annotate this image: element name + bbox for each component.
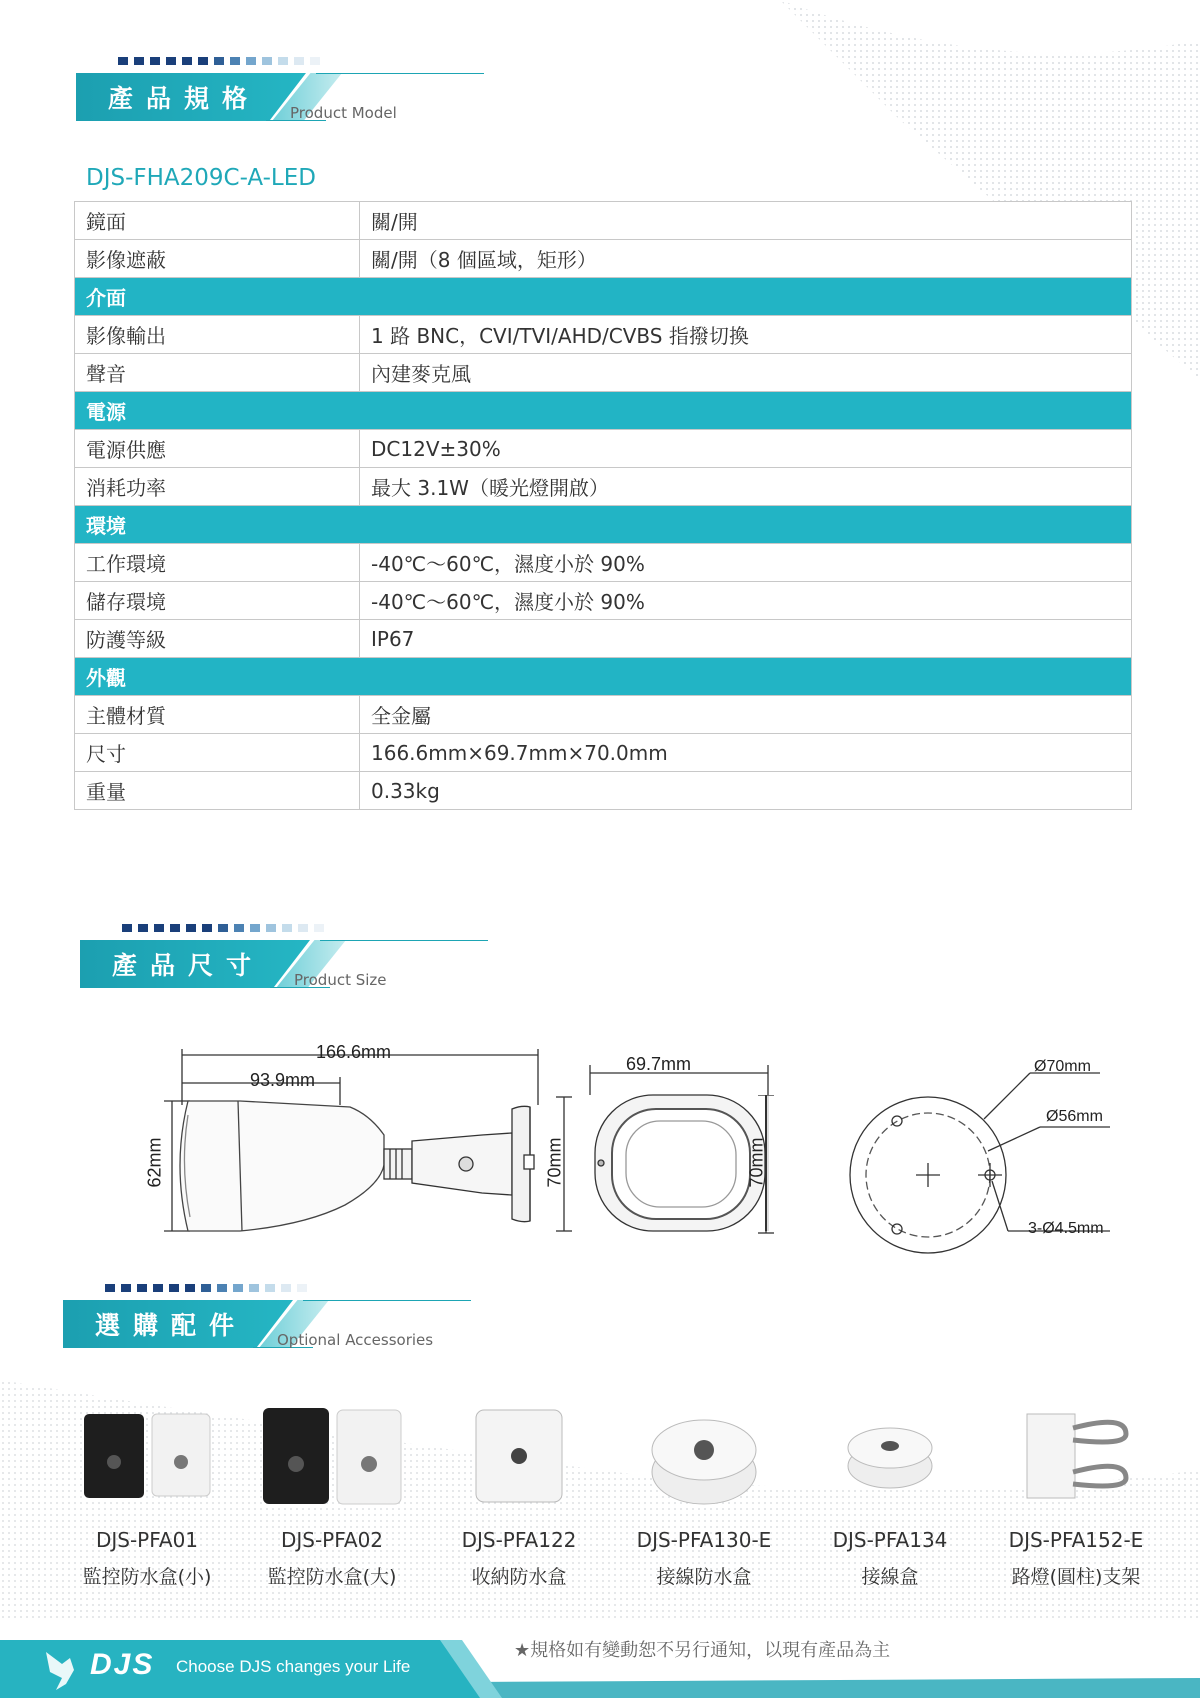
footer-slogan: Choose DJS changes your Life	[176, 1657, 411, 1676]
spec-value: 關/開（8 個區域，矩形）	[360, 240, 1132, 278]
spec-value: 全金屬	[360, 696, 1132, 734]
spec-group-row	[75, 658, 1132, 696]
spec-key: 聲音	[75, 354, 360, 392]
dim-label-total: 166.6mm	[316, 1042, 392, 1062]
accessory-image-pfa02	[237, 1400, 427, 1520]
spec-row	[75, 202, 1132, 240]
spec-row	[75, 620, 1132, 658]
spec-key: 儲存環境	[75, 582, 360, 620]
dim-label-base-inner: Ø56mm	[1046, 1108, 1103, 1125]
spec-value: IP67	[360, 620, 1132, 658]
accessory-name: 接線盒	[861, 1566, 919, 1588]
spec-value: -40℃～60℃，濕度小於 90%	[360, 582, 1132, 620]
section-header-accessories	[63, 1284, 463, 1364]
spec-key: 電源供應	[75, 430, 360, 468]
section-header-size	[80, 924, 480, 1004]
spec-key: 工作環境	[75, 544, 360, 582]
dim-label-base-outer: Ø70mm	[1034, 1058, 1091, 1075]
accessory-item	[237, 1400, 427, 1589]
dim-label-holes: 3-Ø4.5mm	[1028, 1220, 1104, 1237]
dim-label-front-height: 70mm	[746, 1137, 767, 1188]
spec-value: 1 路 BNC，CVI/TVI/AHD/CVBS 指撥切換	[360, 316, 1132, 354]
spec-group-row	[75, 278, 1132, 316]
footer-brand: DJS	[90, 1648, 155, 1681]
section-title-en: Optional Accessories	[277, 1331, 434, 1349]
header-dots	[122, 924, 324, 932]
header-line	[316, 73, 484, 74]
accessory-code: DJS-PFA01	[95, 1528, 199, 1552]
accessory-image-pfa134	[795, 1400, 985, 1520]
accessory-code: DJS-PFA122	[461, 1528, 577, 1552]
spec-key: 防護等級	[75, 620, 360, 658]
spec-group-label: 外觀	[75, 658, 1132, 696]
spec-key: 主體材質	[75, 696, 360, 734]
spec-key: 尺寸	[75, 734, 360, 772]
spec-table	[74, 201, 1132, 810]
spec-value: 0.33kg	[360, 772, 1132, 810]
spec-row	[75, 316, 1132, 354]
header-line	[320, 940, 488, 941]
spec-value: DC12V±30%	[360, 430, 1132, 468]
spec-value: 關/開	[360, 202, 1132, 240]
spec-row	[75, 430, 1132, 468]
accessory-name: 收納防水盒	[471, 1566, 567, 1588]
spec-row	[75, 240, 1132, 278]
footer-note: ★規格如有變動恕不另行通知，以現有產品為主	[514, 1640, 891, 1661]
spec-row	[75, 734, 1132, 772]
accessory-code: DJS-PFA130-E	[636, 1528, 772, 1552]
section-title-zh: 產品規格	[108, 84, 261, 113]
section-title-en: Product Size	[294, 971, 387, 989]
spec-row	[75, 544, 1132, 582]
accessory-name: 路燈(圓柱)支架	[1011, 1566, 1141, 1588]
section-title-zh: 產品尺寸	[112, 951, 265, 980]
accessory-code: DJS-PFA134	[832, 1528, 948, 1552]
accessory-image-pfa122	[424, 1400, 614, 1520]
section-title-zh: 選購配件	[95, 1311, 248, 1340]
spec-row	[75, 468, 1132, 506]
accessory-code: DJS-PFA02	[280, 1528, 384, 1552]
spec-row	[75, 582, 1132, 620]
model-number: DJS-FHA209C-A-LED	[86, 165, 316, 191]
leader-outer	[984, 1073, 1030, 1119]
spec-key: 影像遮蔽	[75, 240, 360, 278]
spec-key: 影像輸出	[75, 316, 360, 354]
dim-label-height: 62mm	[144, 1137, 165, 1188]
spec-row	[75, 354, 1132, 392]
accessory-code: DJS-PFA152-E	[1008, 1528, 1144, 1552]
spec-value: 內建麥克風	[360, 354, 1132, 392]
accessory-item	[795, 1400, 985, 1589]
spec-value: -40℃～60℃，濕度小於 90%	[360, 544, 1132, 582]
section-title-en: Product Model	[290, 104, 397, 122]
spec-key: 鏡面	[75, 202, 360, 240]
spec-group-label: 電源	[75, 392, 1132, 430]
spec-key: 消耗功率	[75, 468, 360, 506]
header-line	[303, 1300, 471, 1301]
dim-label-mount: 70mm	[544, 1137, 565, 1188]
spec-key: 重量	[75, 772, 360, 810]
accessory-item	[52, 1400, 242, 1589]
spec-group-row	[75, 506, 1132, 544]
spec-value: 166.6mm×69.7mm×70.0mm	[360, 734, 1132, 772]
header-dots	[105, 1284, 307, 1292]
accessory-item	[424, 1400, 614, 1589]
accessory-image-pfa130e	[609, 1400, 799, 1520]
spec-group-label: 介面	[75, 278, 1132, 316]
accessory-image-pfa01	[52, 1400, 242, 1520]
spec-group-row	[75, 392, 1132, 430]
spec-value: 最大 3.1W（暖光燈開啟）	[360, 468, 1132, 506]
accessory-name: 接線防水盒	[656, 1566, 752, 1588]
spec-row	[75, 696, 1132, 734]
header-dots	[118, 57, 320, 65]
front-height-dim-line	[756, 1095, 776, 1237]
accessory-image-pfa152e	[981, 1400, 1171, 1520]
section-header-spec	[76, 57, 476, 137]
accessory-item	[609, 1400, 799, 1589]
spec-group-label: 環境	[75, 506, 1132, 544]
dim-label-body: 93.9mm	[250, 1070, 316, 1090]
accessory-name: 監控防水盒(小)	[82, 1566, 212, 1588]
accessory-name: 監控防水盒(大)	[267, 1566, 397, 1588]
accessory-item	[981, 1400, 1171, 1589]
spec-row	[75, 772, 1132, 810]
dim-label-front-width: 69.7mm	[626, 1054, 692, 1074]
